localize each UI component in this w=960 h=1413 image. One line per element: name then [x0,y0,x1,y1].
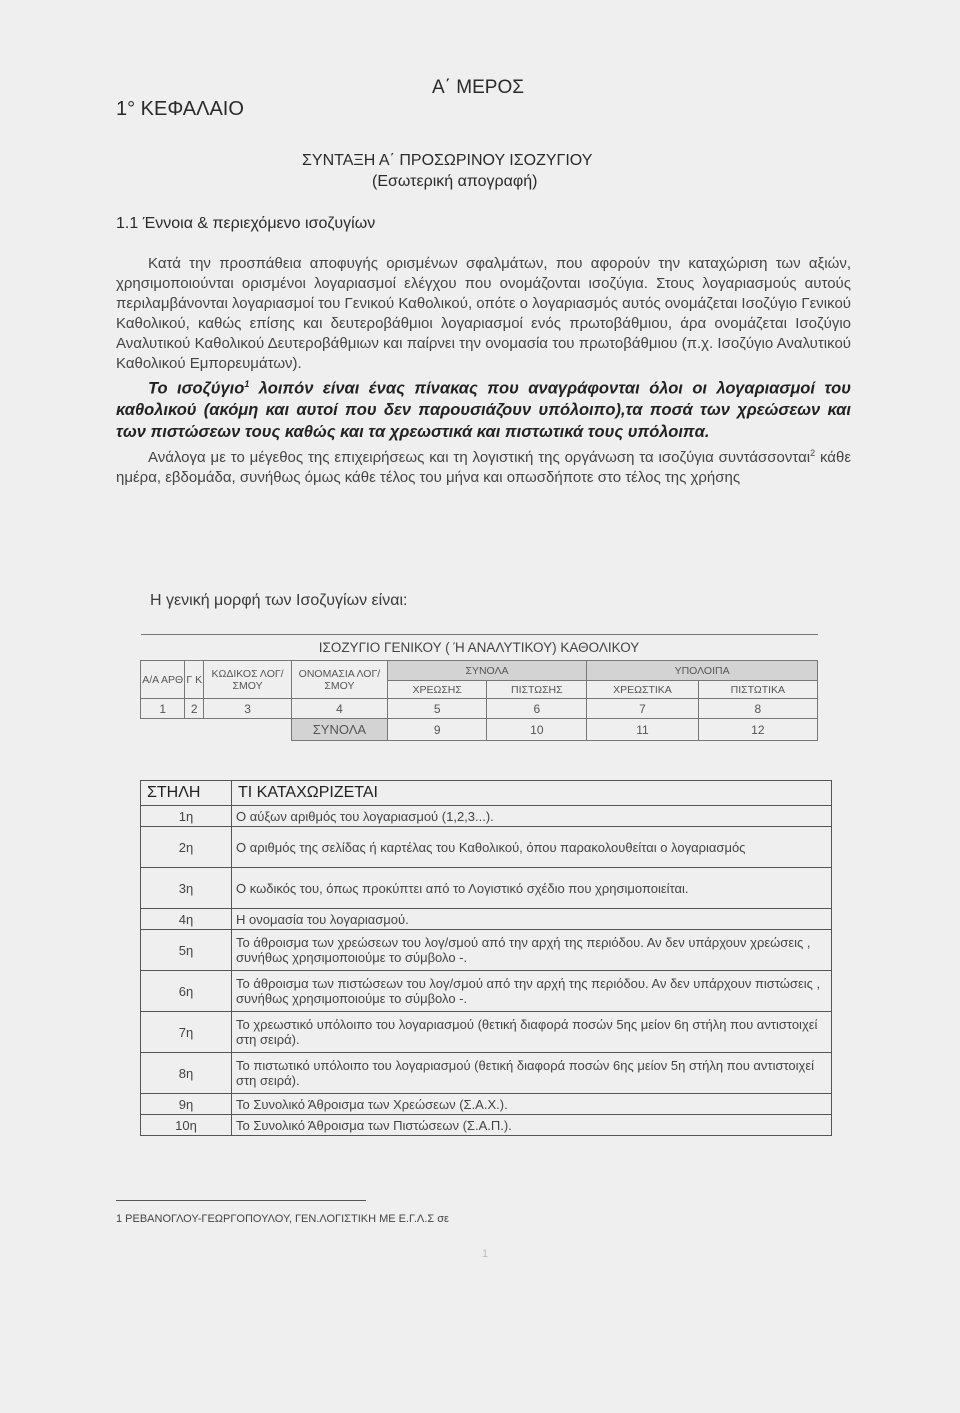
part-heading: Α΄ ΜΕΡΟΣ [432,77,524,98]
col-number: 5 [387,699,487,719]
col-aa-header: Α/Α ΑΡΘ [141,661,185,699]
column-id: 4η [141,909,232,930]
col-gk-header: Γ Κ [185,661,204,699]
col-debits-header: ΧΡΕΩΣΗΣ [387,681,487,699]
column-description: Ο αύξων αριθμός του λογαριασμού (1,2,3...). [232,806,832,827]
column-id: 6η [141,971,232,1012]
totals-number: 11 [587,719,699,741]
col-credits-header: ΠΙΣΤΩΣΗΣ [487,681,587,699]
col-code-header: ΚΩΔΙΚΟΣ ΛΟΓ/ΣΜΟΥ [204,661,292,699]
paragraph-intro: Κατά την προσπάθεια αποφυγής ορισμένων σφαλμάτων, που αφορούν την καταχώριση των αξιών, χρησιμοποιούνται ορισμένοι λογαριασμοί ελέγχου που ονομάζονται ισοζύγια. Στους λογαριασμούς αυτούς περιλαμβάνονται λογαριασμοί του Γενικού Καθολικού, οπότε ο λογαριασμός αυτός ονομάζεται Ισοζύγιο Γενικού Καθολικού, καθώς επίσης και δευτεροβάθμιοι λογαριασμοί ενός πρωτοβάθμιου, άρα ονομάζεται Ισοζύγιο Αναλυτικού Καθολικού Δευτεροβάθμιων και παίρνει την ονομασία του πρωτοβάθμιου (π.χ. Ισοζύγιο Αναλυτικού Καθολικού Εμπορευμάτων). [116,255,851,372]
column-id: 5η [141,930,232,971]
column-description: Το Συνολικό Άθροισμα των Πιστώσεων (Σ.Α.Π.). [232,1115,832,1136]
section-heading: 1.1 Έννοια & περιεχόμενο ισοζυγίων [116,215,376,232]
frequency-rest: κάθε ημέρα, εβδομάδα, συνήθως όμως κάθε τέλος του μήνα και οπωσδήποτε στο τέλος της χρήσης [116,449,852,486]
col-credit-balance-header: ΠΙΣΤΩΤΙΚΑ [698,681,817,699]
form-intro: Η γενική μορφή των Ισοζυγίων είναι: [150,592,408,609]
frequency-start: Ανάλογα με το μέγεθος της επιχειρήσεως και τη λογιστική της οργάνωση τα ισοζύγια συντάσσονται [148,449,811,466]
footnote-ref-1: 1 [244,379,250,389]
totals-number: 9 [387,719,487,741]
col-number: 6 [487,699,587,719]
col-number: 1 [141,699,185,719]
column-description: Το άθροισμα των πιστώσεων του λογ/σμού από την αρχή της περιόδου. Αν δεν υπάρχουν πιστώσεις , συνήθως χρησιμοποιούμε το σύμβολο -. [232,971,832,1012]
page-subtitle: (Εσωτερική απογραφή) [372,173,538,190]
body-text [116,254,851,488]
paragraph-definition [116,374,851,443]
col-name-header: ΟΝΟΜΑΣΙΑ ΛΟΓ/ΣΜΟΥ [291,661,387,699]
totals-label: ΣΥΝΟΛΑ [291,719,387,741]
column-id: 1η [141,806,232,827]
group-totals-header: ΣΥΝΟΛΑ [387,661,586,681]
paragraph-frequency [116,443,851,488]
column-description: Το χρεωστικό υπόλοιπο του λογαριασμού (θετική διαφορά ποσών 5ης μείον 6η στήλη που αντιστοιχεί στη σειρά). [232,1012,832,1053]
totals-number: 10 [487,719,587,741]
column-id: 10η [141,1115,232,1136]
trial-balance-form [140,634,818,762]
form-title: ΙΣΟΖΥΓΙΟ ΓΕΝΙΚΟΥ ( Ή ΑΝΑΛΥΤΙΚΟΥ) ΚΑΘΟΛΙΚΟΥ [141,635,818,661]
columns-header-content: ΤΙ ΚΑΤΑΧΩΡΙΖΕΤΑΙ [232,781,832,806]
column-description: Ο αριθμός της σελίδας ή καρτέλας του Καθολικού, όπου παρακολουθείται ο λογαριασμός [232,827,832,868]
column-description: Ο κωδικός του, όπως προκύπτει από το Λογιστικό σχέδιο που χρησιμοποιείται. [232,868,832,909]
column-id: 8η [141,1053,232,1094]
column-description: Το Συνολικό Άθροισμα των Χρεώσεων (Σ.Α.Χ.). [232,1094,832,1115]
page-number: 1 [482,1248,489,1260]
totals-number: 12 [698,719,817,741]
col-number: 8 [698,699,817,719]
column-id: 9η [141,1094,232,1115]
footnote: 1 ΡΕΒΑΝΟΓΛΟΥ-ΓΕΩΡΓΟΠΟΥΛΟΥ, ΓΕΝ.ΛΟΓΙΣΤΙΚΗ ΜΕ Ε.Γ.Λ.Σ σε [116,1213,449,1225]
chapter-heading: 1° ΚΕΦΑΛΑΙΟ [116,98,244,120]
footnote-ref-2: 2 [810,448,816,458]
page-title: ΣΥΝΤΑΞΗ Α΄ ΠΡΟΣΩΡΙΝΟΥ ΙΣΟΖΥΓΙΟΥ [302,152,593,169]
col-number: 2 [185,699,204,719]
column-description: Η ονομασία του λογαριασμού. [232,909,832,930]
col-number: 7 [587,699,699,719]
column-id: 3η [141,868,232,909]
column-id: 2η [141,827,232,868]
col-debit-balance-header: ΧΡΕΩΣΤΙΚΑ [587,681,699,699]
column-id: 7η [141,1012,232,1053]
col-number: 4 [291,699,387,719]
column-description: Το πιστωτικό υπόλοιπο του λογαριασμού (θετική διαφορά ποσών 6ης μείον 5η στήλη που αντιστοιχεί στη σειρά). [232,1053,832,1094]
columns-header-column: ΣΤΗΛΗ [141,781,232,806]
col-number: 3 [204,699,292,719]
columns-table [140,780,832,1136]
definition-rest: λοιπόν είναι ένας πίνακας που αναγράφονται όλοι οι λογαριασμοί του καθολικού (ακόμη και αυτοί που δεν παρουσιάζουν υπόλοιπο),τα ποσά των χρεώσεων και των πιστώσεων τους καθώς και τα χρεωστικά και πιστωτικά τους υπόλοιπα. [116,379,851,441]
definition-start: Το ισοζύγιο [148,379,245,398]
footnote-divider [116,1200,366,1201]
group-balances-header: ΥΠΟΛΟΙΠΑ [587,661,818,681]
column-description: Το άθροισμα των χρεώσεων του λογ/σμού από την αρχή της περιόδου. Αν δεν υπάρχουν χρεώσεις , συνήθως χρησιμοποιούμε το σύμβολο -. [232,930,832,971]
